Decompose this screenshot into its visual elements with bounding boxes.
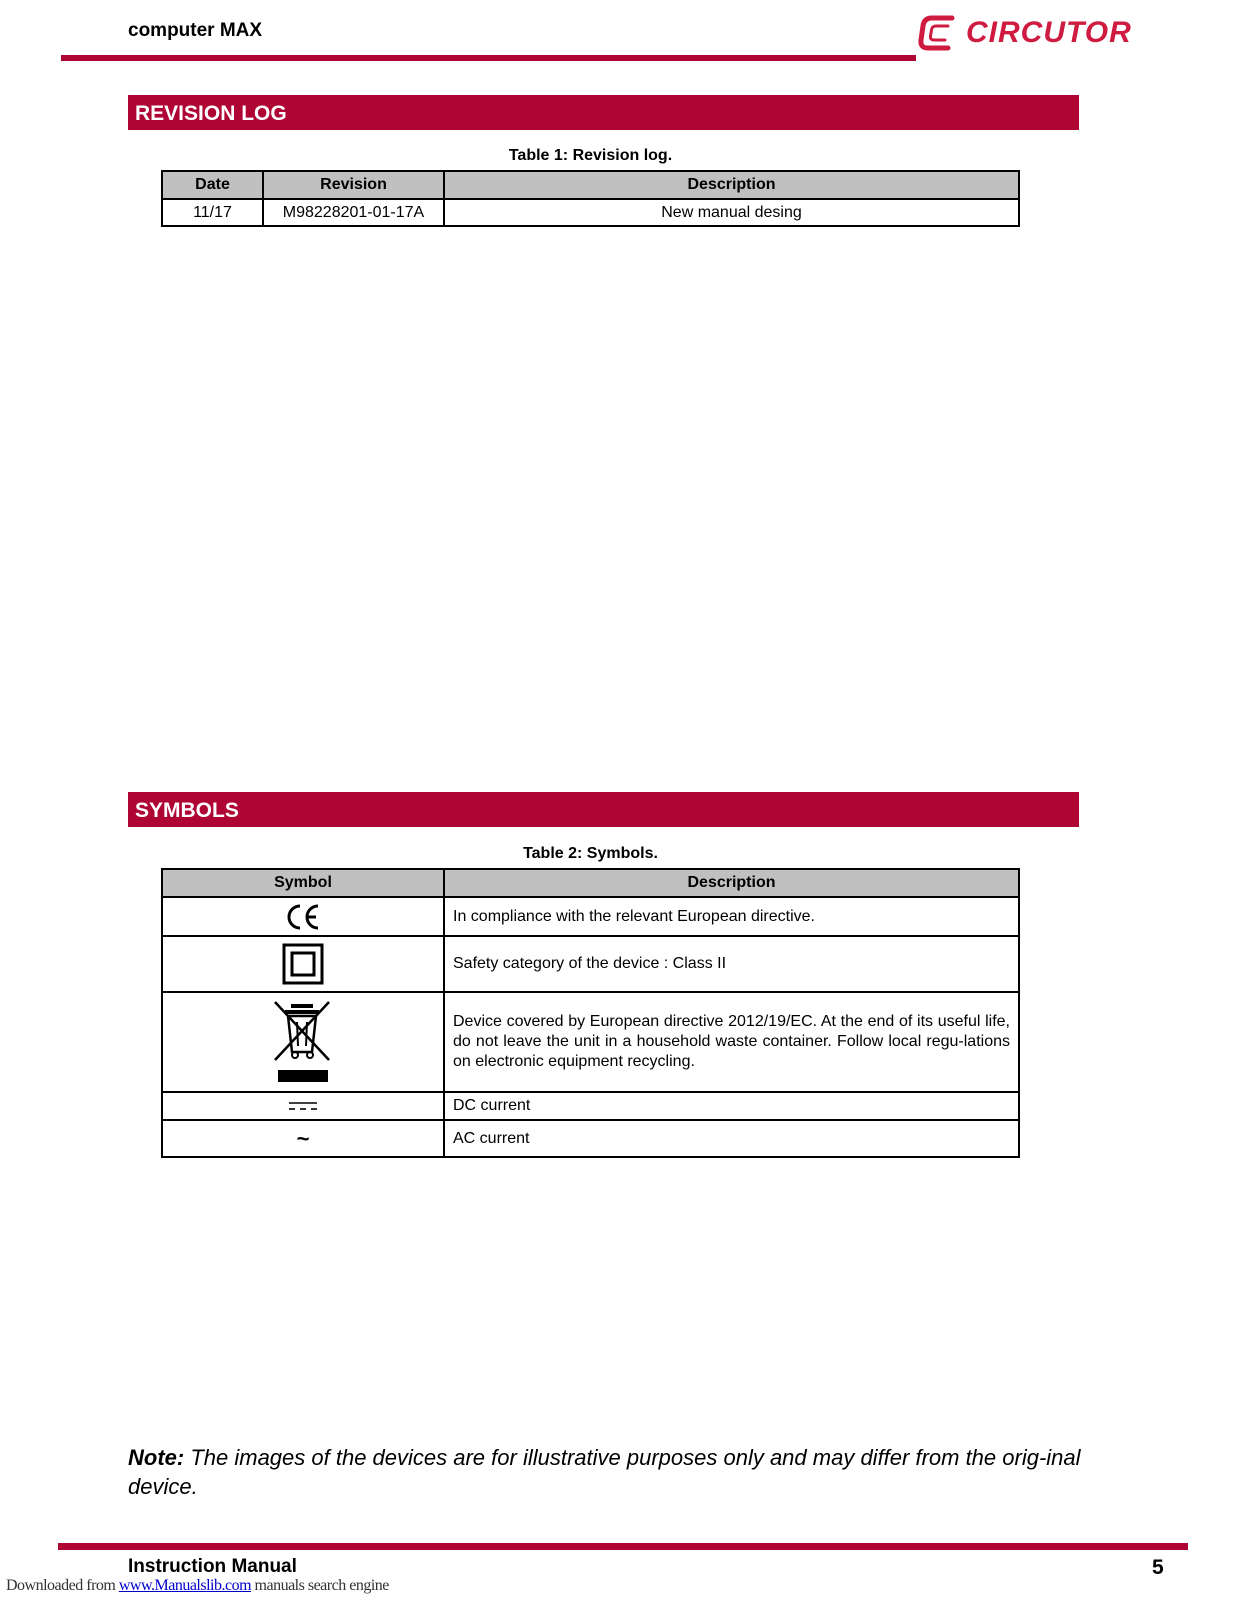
symbol-cell [162, 897, 444, 936]
symbol-description: Safety category of the device : Class II [444, 936, 1019, 992]
download-suffix: manuals search engine [251, 1577, 389, 1594]
circutor-logo-icon [918, 12, 962, 54]
circutor-logo [918, 12, 1132, 54]
column-header: Symbol [162, 869, 444, 897]
note-label: Note: [128, 1445, 185, 1470]
document-title: computer MAX [128, 20, 263, 41]
manualslib-link[interactable]: www.Manualslib.com [118, 1577, 252, 1594]
symbol-cell [162, 936, 444, 992]
column-header: Date [162, 171, 263, 199]
symbols-table [161, 868, 1020, 1158]
column-header: Revision [263, 171, 444, 199]
brand-name: CIRCUTOR [966, 16, 1132, 49]
dc-current-icon [288, 1100, 318, 1112]
symbol-description: DC current [444, 1092, 1019, 1120]
table-header-row [162, 171, 1019, 199]
class-ii-icon [281, 942, 325, 986]
revision-log-heading: REVISION LOG [128, 95, 1079, 130]
footer-manual-title: Instruction Manual [128, 1556, 297, 1577]
column-header: Description [444, 869, 1019, 897]
revision-description: New manual desing [444, 199, 1019, 226]
symbol-description: In compliance with the relevant European directive. [444, 897, 1019, 936]
illustration-note [128, 1443, 1083, 1501]
symbols-heading: SYMBOLS [128, 792, 1079, 827]
revision-date: 11/17 [162, 199, 263, 226]
table1-caption: Table 1: Revision log. [508, 147, 673, 164]
symbol-cell [162, 992, 444, 1092]
page-number: 5 [1152, 1556, 1164, 1579]
header-rule [61, 55, 916, 61]
download-prefix: Downloaded from [6, 1577, 119, 1594]
table-row [162, 897, 1019, 936]
weee-bin-icon [271, 998, 335, 1086]
table2-caption: Table 2: Symbols. [523, 845, 658, 862]
ac-current-icon: ~ [162, 1120, 444, 1157]
symbol-description: Device covered by European directive 2012/19/EC. At the end of its useful life, do not leave the unit in a household waste container. Follow local regu-lations on electronic equipment recycling. [444, 992, 1019, 1092]
table-row [162, 1120, 1019, 1157]
download-notice [6, 1577, 389, 1595]
symbol-cell [162, 1092, 444, 1120]
revision-code: M98228201-01-17A [263, 199, 444, 226]
ce-mark-icon [285, 903, 321, 931]
footer-rule [58, 1543, 1188, 1550]
column-header: Description [444, 171, 1019, 199]
table-header-row [162, 869, 1019, 897]
table-row [162, 1092, 1019, 1120]
table-row [162, 992, 1019, 1092]
table-row [162, 936, 1019, 992]
note-text: The images of the devices are for illustrative purposes only and may differ from the orig-inal device. [128, 1445, 1081, 1499]
table-row [162, 199, 1019, 226]
revision-log-table [161, 170, 1020, 227]
symbol-description: AC current [444, 1120, 1019, 1157]
